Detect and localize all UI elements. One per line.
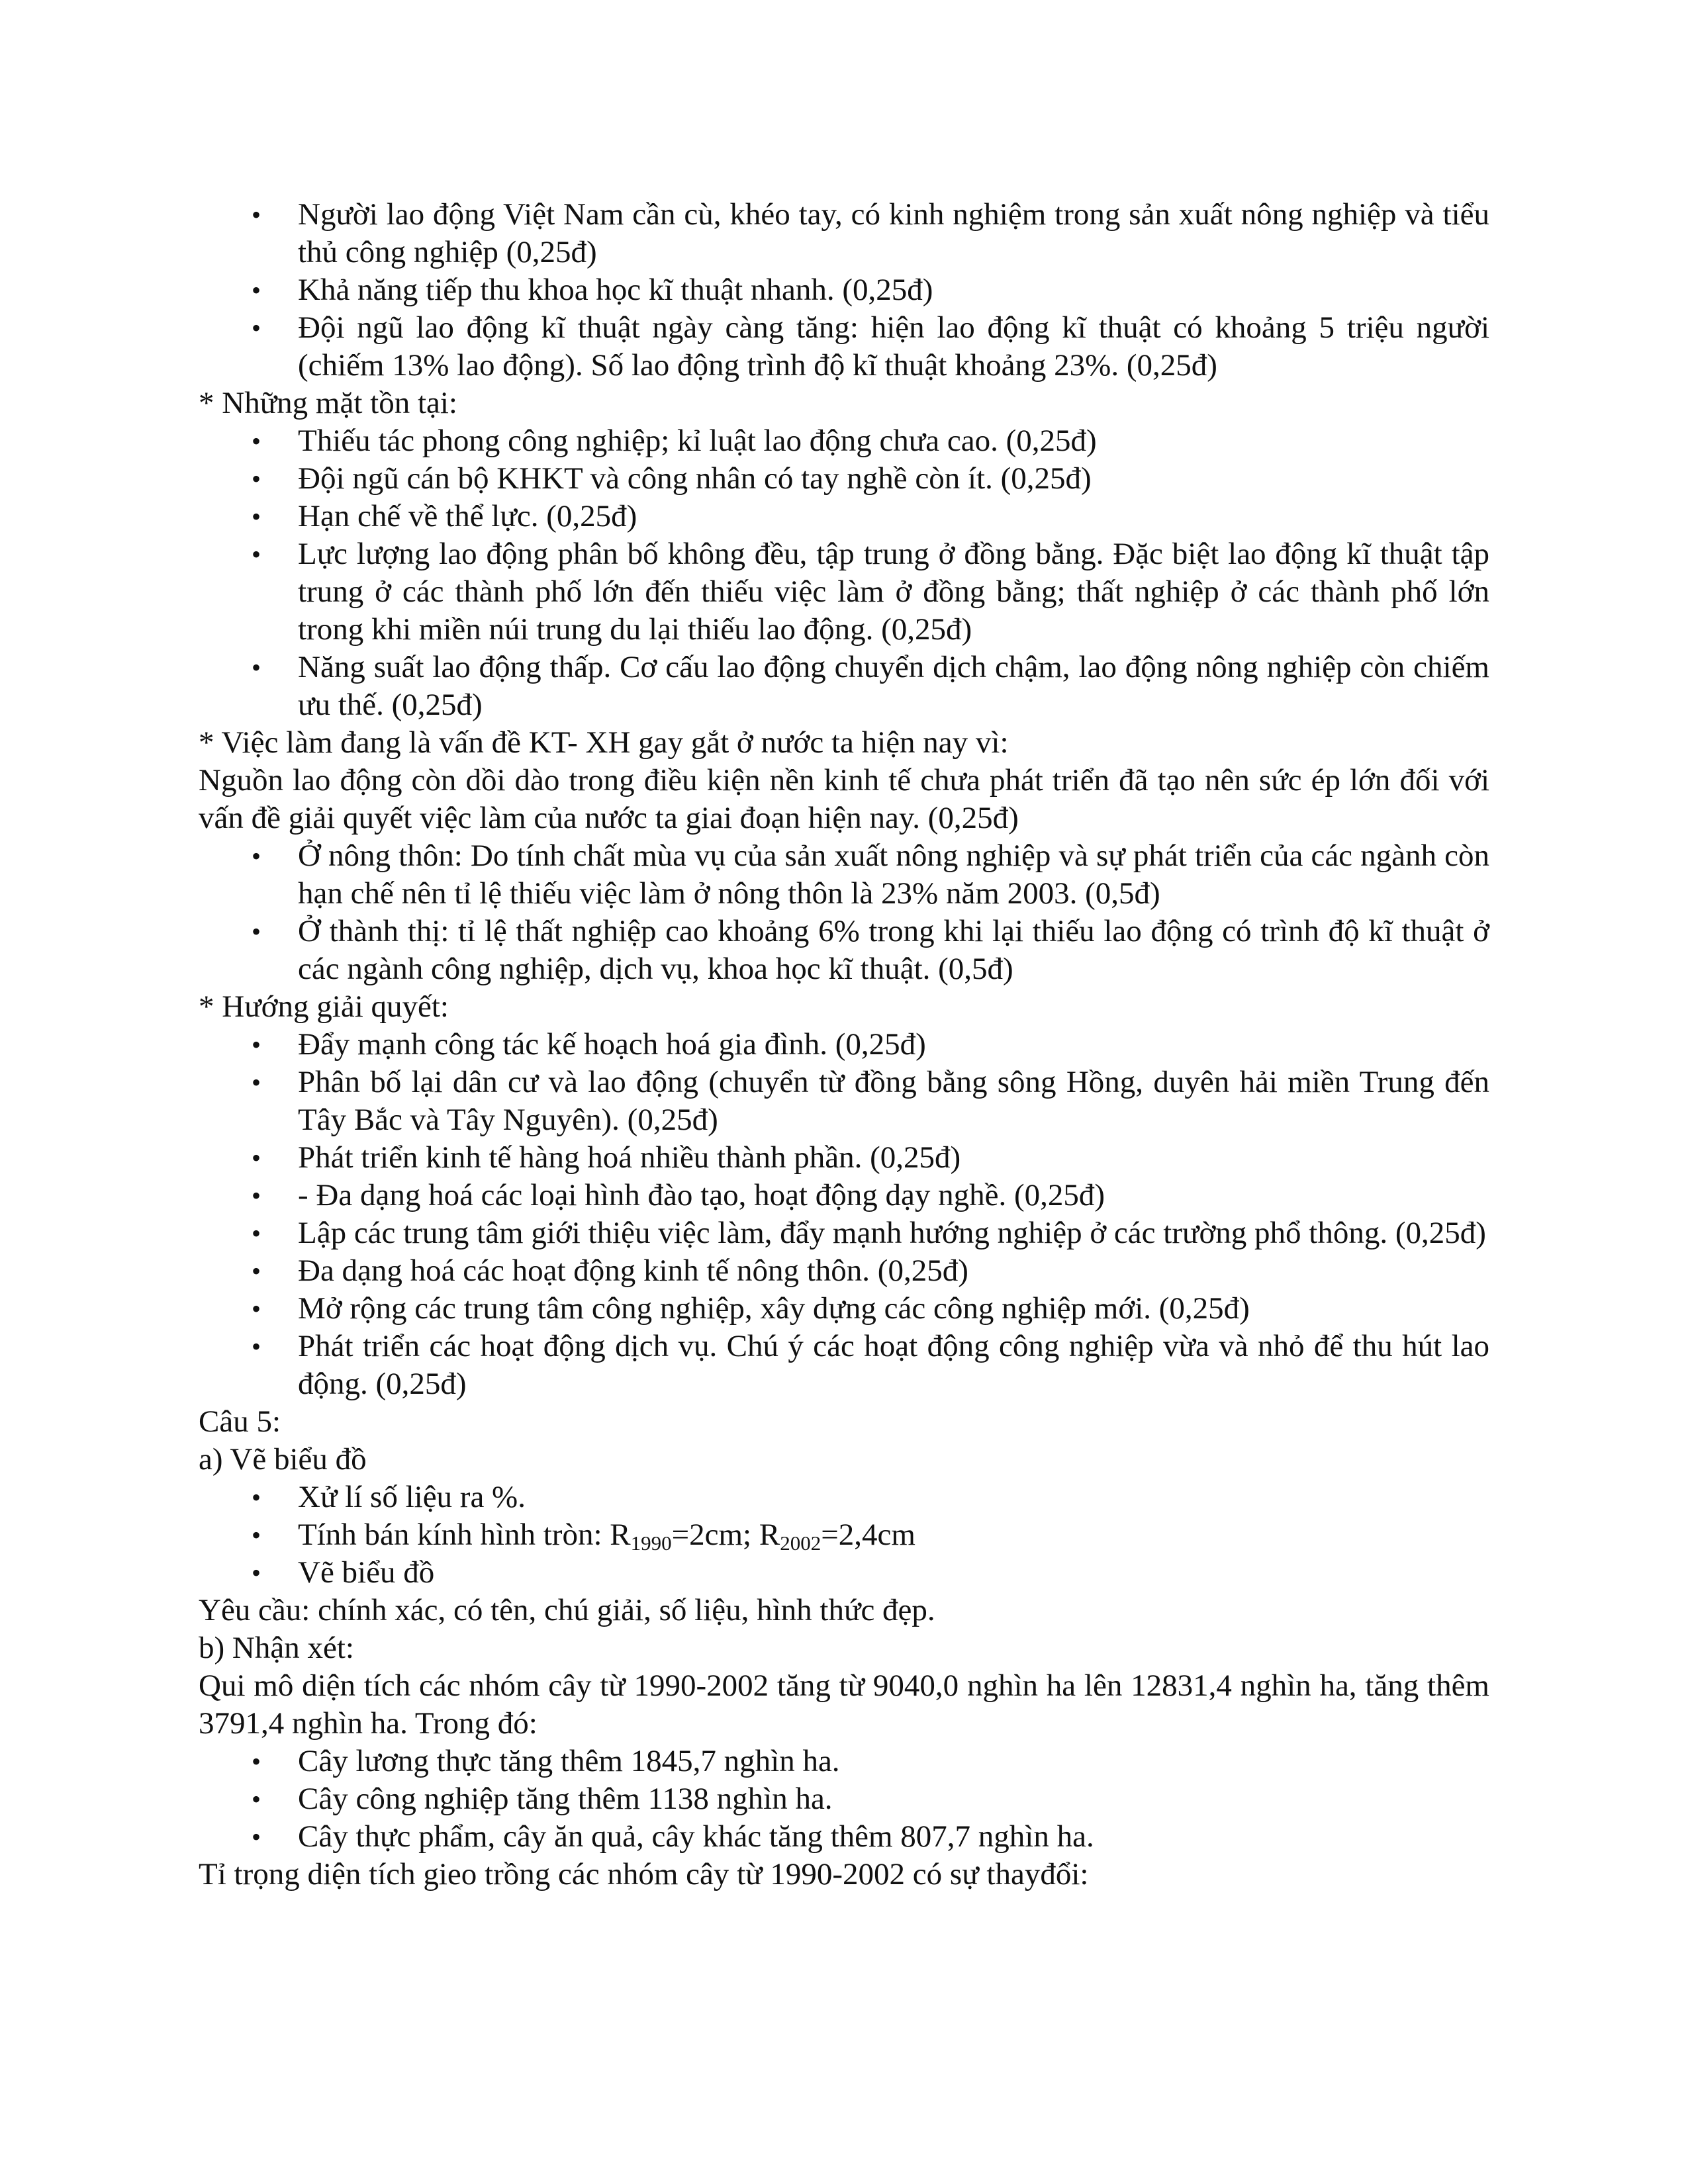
section-heading-giai-quyet: * Hướng giải quyết: (199, 989, 449, 1024)
list-item (199, 422, 1489, 460)
bullet-icon: • (252, 539, 261, 569)
radius-subscript-2002: 2002 (780, 1531, 821, 1555)
list-item (199, 271, 1489, 309)
bullet-icon: • (252, 1822, 261, 1852)
bullet-icon: • (252, 1068, 261, 1097)
list-item (199, 309, 1489, 385)
list-item-text: Xử lí số liệu ra %. (298, 1480, 526, 1514)
list-item-text: Cây thực phẩm, cây ăn quả, cây khác tăng thêm 807,7 nghìn ha. (298, 1819, 1094, 1854)
bullet-icon: • (252, 200, 261, 230)
list-item-text: Ở thành thị: tỉ lệ thất nghiệp cao khoảng 6% trong khi lại thiếu lao động có trình độ kĩ thuật ở các ngành công nghiệp, dịch vụ, khoa học kĩ thuật. (0,5đ) (298, 914, 1489, 986)
bullet-icon: • (252, 1294, 261, 1324)
list-item-text: Cây lương thực tăng thêm 1845,7 nghìn ha. (298, 1744, 840, 1778)
bullet-icon: • (252, 917, 261, 946)
requirements-line: Yêu cầu: chính xác, có tên, chú giải, số liệu, hình thức đẹp. (199, 1593, 935, 1627)
list-item (199, 460, 1489, 498)
list-item-text: Hạn chế về thể lực. (0,25đ) (298, 499, 637, 533)
bullet-icon: • (252, 275, 261, 305)
list-item (199, 1554, 1489, 1592)
bullet-icon: • (252, 1747, 261, 1776)
list-item-text: Đẩy mạnh công tác kế hoạch hoá gia đình. (0,25đ) (298, 1027, 926, 1062)
question-heading: Câu 5: (199, 1404, 281, 1439)
section-heading-viec-lam: * Việc làm đang là vấn đề KT- XH gay gắt ở nước ta hiện nay vì: (199, 725, 1009, 760)
bullet-icon: • (252, 1558, 261, 1588)
bullet-icon: • (252, 313, 261, 343)
list-item-text: Phát triển kinh tế hàng hoá nhiều thành phần. (0,25đ) (298, 1140, 961, 1175)
section-heading-ton-tai: * Những mặt tồn tại: (199, 386, 457, 420)
list-item (199, 1780, 1489, 1818)
list-item-text: Vẽ biểu đồ (298, 1555, 435, 1590)
paragraph-viec-lam: Nguồn lao động còn dồi dào trong điều kiện nền kinh tế chưa phát triển đã tạo nên sức ép lớn đối với vấn đề giải quyết việc làm của nước ta giai đoạn hiện nay. (0,25đ) (199, 763, 1489, 835)
list-item (199, 1026, 1489, 1064)
bullet-icon: • (252, 502, 261, 531)
list-item-text: Năng suất lao động thấp. Cơ cấu lao động chuyển dịch chậm, lao động nông nghiệp còn chiếm ưu thế. (0,25đ) (298, 650, 1489, 722)
list-item (199, 913, 1489, 988)
list-item-text: Người lao động Việt Nam cần cù, khéo tay, có kinh nghiệm trong sản xuất nông nghiệp và tiểu thủ công nghiệp (0,25đ) (298, 197, 1489, 269)
radius-subscript-1990: 1990 (630, 1531, 672, 1555)
radius-formula (298, 1518, 915, 1555)
bullet-icon: • (252, 1482, 261, 1512)
list-item (199, 1743, 1489, 1780)
list-item-text: Thiếu tác phong công nghiệp; kỉ luật lao động chưa cao. (0,25đ) (298, 424, 1097, 458)
list-item-text: Ở nông thôn: Do tính chất mùa vụ của sản xuất nông nghiệp và sự phát triển của các ngành còn hạn chế nên tỉ lệ thiếu việc làm ở nông thôn là 23% năm 2003. (0,5đ) (298, 839, 1489, 911)
bullet-icon: • (252, 1332, 261, 1361)
bullet-icon: • (252, 653, 261, 682)
list-item-text: Phân bố lại dân cư và lao động (chuyển từ đồng bằng sông Hồng, duyên hải miền Trung đến Tây Bắc và Tây Nguyên). (0,25đ) (298, 1065, 1489, 1137)
part-b-heading: b) Nhận xét: (199, 1631, 354, 1665)
list-item (199, 535, 1489, 649)
list-item (199, 1516, 1489, 1554)
bullet-icon: • (252, 841, 261, 871)
bullet-icon: • (252, 1256, 261, 1286)
part-a-heading: a) Vẽ biểu đồ (199, 1442, 367, 1477)
list-item-text: Đội ngũ cán bộ KHKT và công nhân có tay nghề còn ít. (0,25đ) (298, 461, 1092, 496)
list-item (199, 1177, 1489, 1214)
list-item-text: Mở rộng các trung tâm công nghiệp, xây dựng các công nghiệp mới. (0,25đ) (298, 1291, 1250, 1326)
document-page (199, 196, 1489, 1893)
list-item (199, 196, 1489, 271)
bullet-icon: • (252, 1520, 261, 1550)
list-item-text: Cây công nghiệp tăng thêm 1138 nghìn ha. (298, 1782, 833, 1816)
list-item (199, 498, 1489, 535)
list-item-text: Phát triển các hoạt động dịch vụ. Chú ý các hoạt động công nghiệp vừa và nhỏ để thu hút lao động. (0,25đ) (298, 1329, 1489, 1401)
list-item (199, 1479, 1489, 1516)
list-item (199, 1252, 1489, 1290)
list-item-text: Đa dạng hoá các hoạt động kinh tế nông thôn. (0,25đ) (298, 1253, 968, 1288)
list-item-text: Lập các trung tâm giới thiệu việc làm, đẩy mạnh hướng nghiệp ở các trường phổ thông. (0,25đ) (298, 1216, 1486, 1250)
closing-line: Tỉ trọng diện tích gieo trồng các nhóm cây từ 1990-2002 có sự thayđổi: (199, 1857, 1089, 1891)
radius-text-suffix: =2,4cm (821, 1518, 915, 1552)
list-item (199, 1818, 1489, 1856)
list-item (199, 1290, 1489, 1328)
list-item-text: Đội ngũ lao động kĩ thuật ngày càng tăng: hiện lao động kĩ thuật có khoảng 5 triệu người (chiếm 13% lao động). Số lao động trình độ kĩ thuật khoảng 23%. (0,25đ) (298, 310, 1489, 383)
list-item-text: - Đa dạng hoá các loại hình đào tạo, hoạt động dạy nghề. (0,25đ) (298, 1178, 1105, 1212)
list-item (199, 1214, 1489, 1252)
part-b-paragraph: Qui mô diện tích các nhóm cây từ 1990-2002 tăng từ 9040,0 nghìn ha lên 12831,4 nghìn ha, tăng thêm 3791,4 nghìn ha. Trong đó: (199, 1668, 1489, 1741)
list-item (199, 1328, 1489, 1403)
bullet-icon: • (252, 1143, 261, 1173)
list-item (199, 1139, 1489, 1177)
bullet-icon: • (252, 1181, 261, 1210)
radius-text-prefix: Tính bán kính hình tròn: R (298, 1518, 631, 1552)
list-item (199, 837, 1489, 913)
list-item (199, 649, 1489, 724)
bullet-icon: • (252, 1030, 261, 1060)
list-item-text: Lực lượng lao động phân bố không đều, tập trung ở đồng bằng. Đặc biệt lao động kĩ thuật tập trung ở các thành phố lớn đến thiếu việc làm ở đồng bằng; thất nghiệp ở các thành phố lớn trong khi miền núi trung du lại thiếu lao động. (0,25đ) (298, 537, 1489, 647)
bullet-icon: • (252, 464, 261, 494)
radius-text-middle: =2cm; R (671, 1518, 780, 1552)
bullet-icon: • (252, 1784, 261, 1814)
bullet-icon: • (252, 426, 261, 456)
list-item-text: Khả năng tiếp thu khoa học kĩ thuật nhanh. (0,25đ) (298, 273, 933, 307)
bullet-icon: • (252, 1218, 261, 1248)
list-item (199, 1064, 1489, 1139)
